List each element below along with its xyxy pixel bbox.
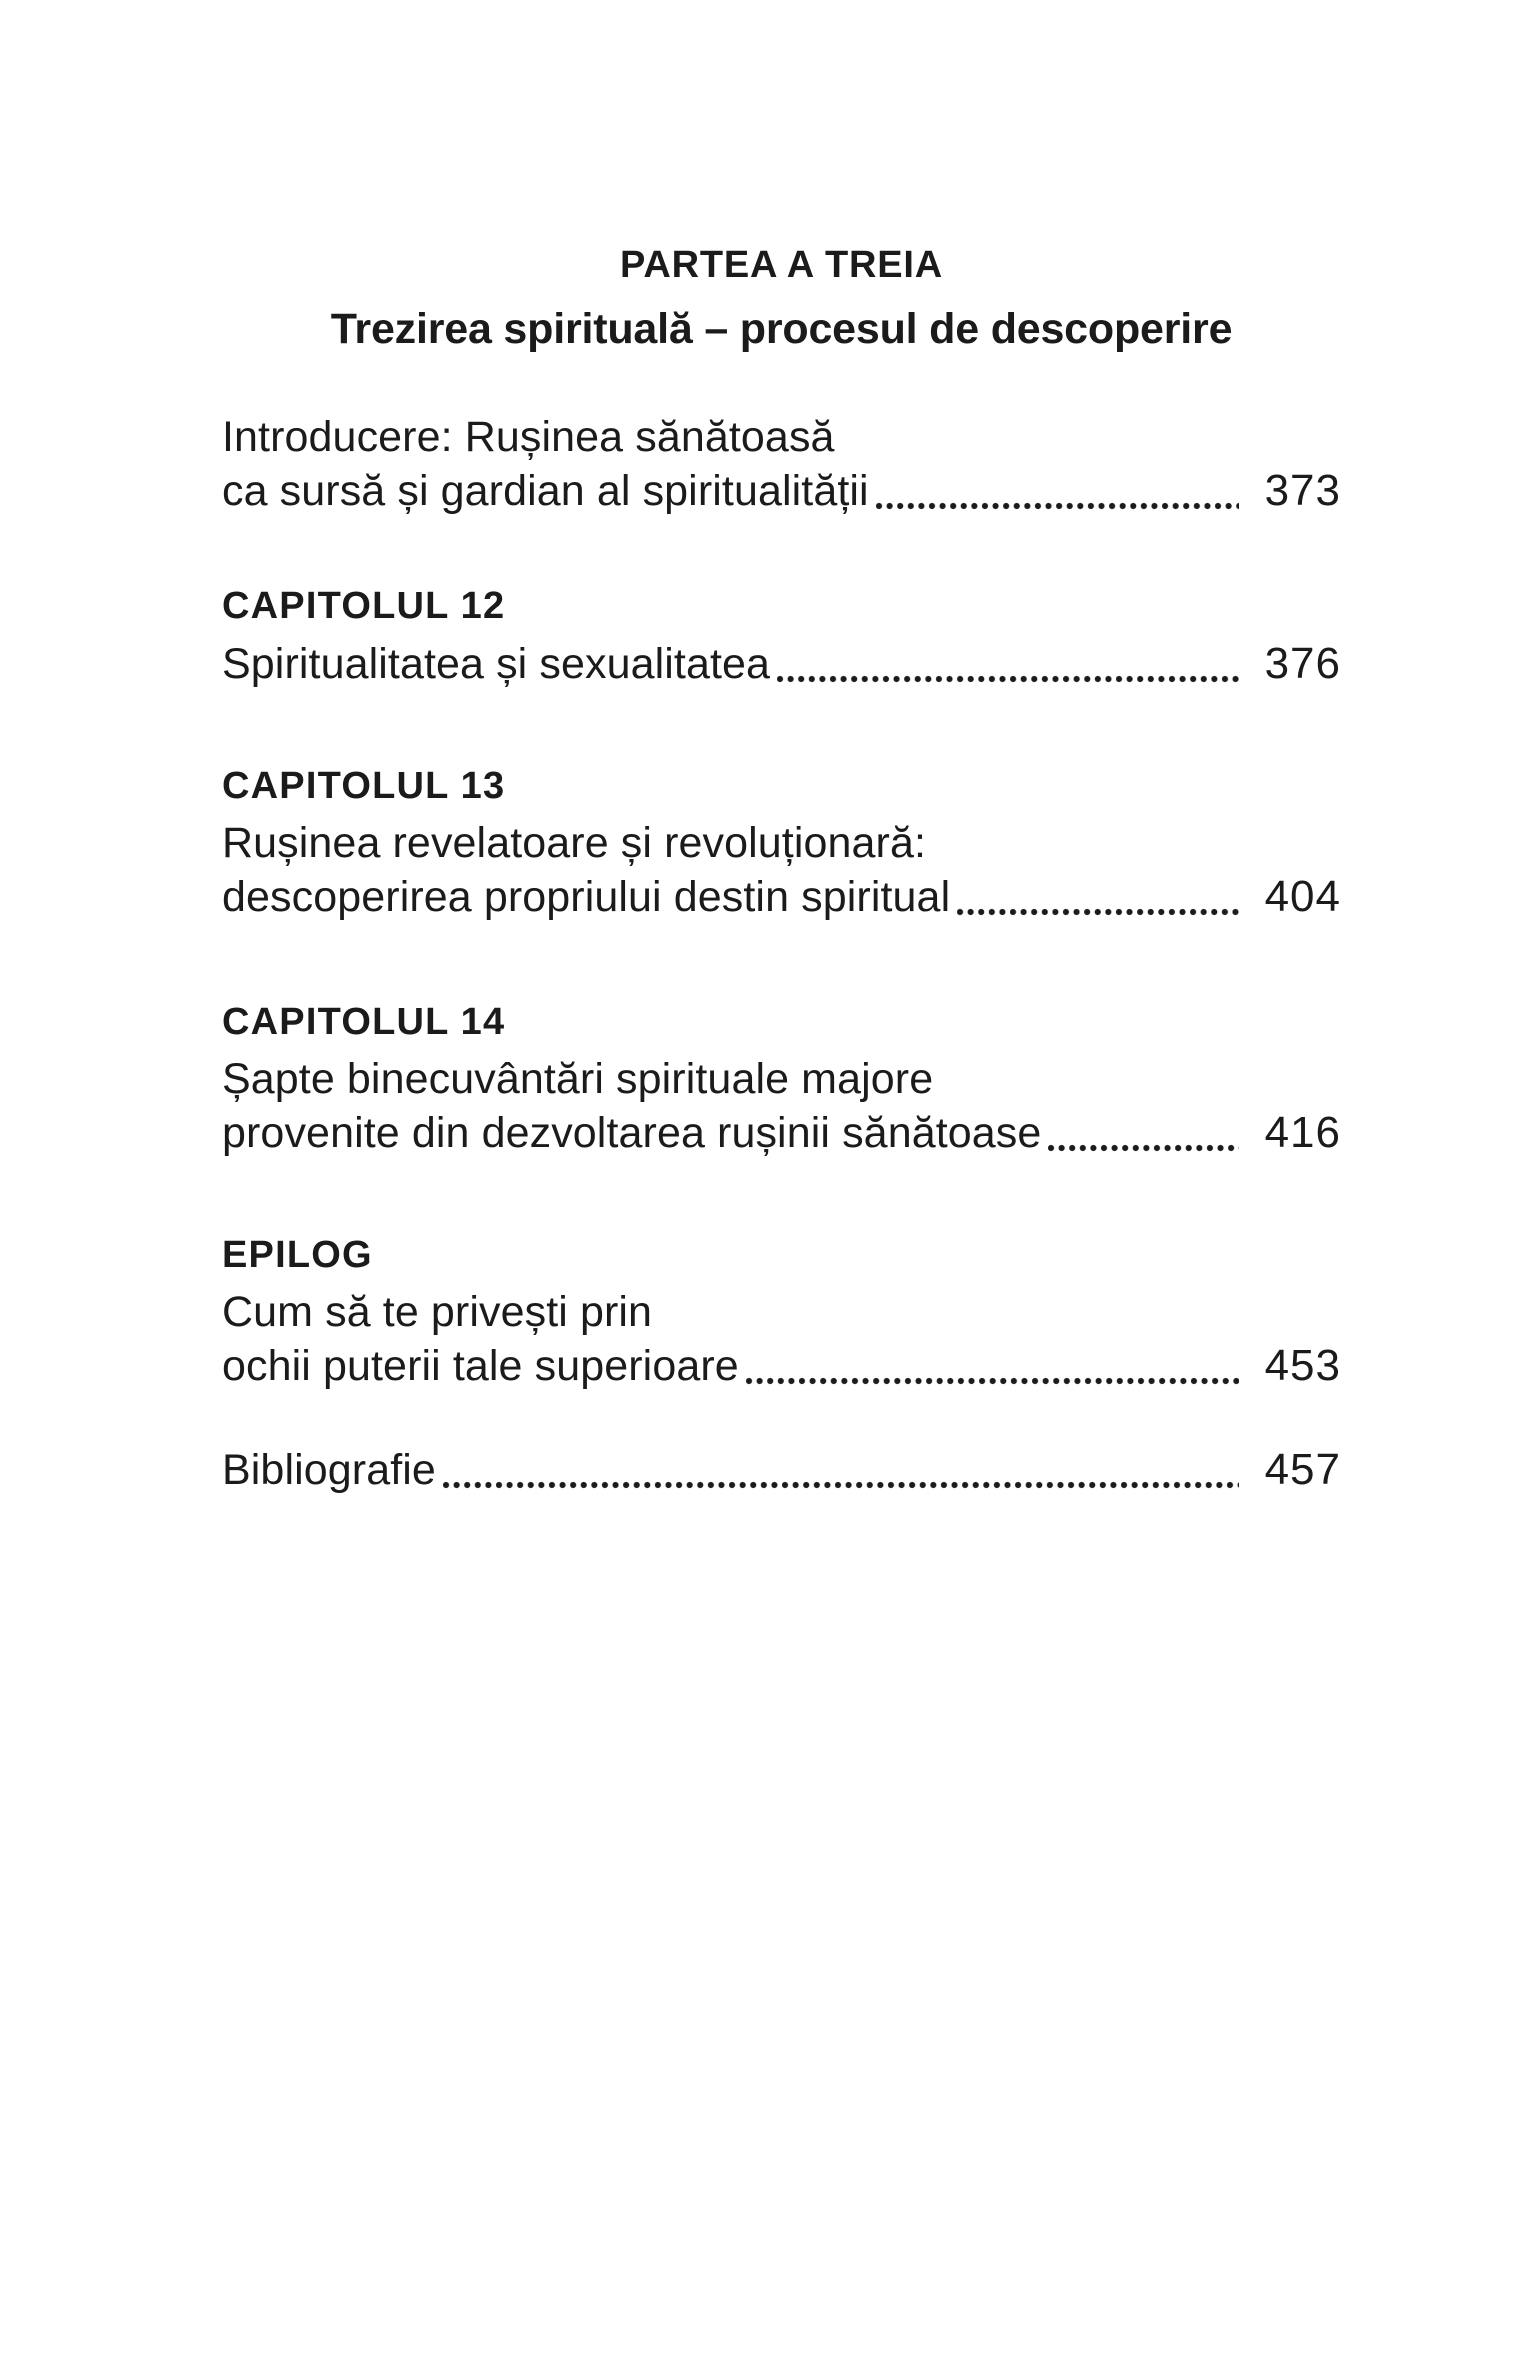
page-number: 404 [1264, 872, 1341, 921]
part-title: Trezirea spirituală – procesul de descoperire [330, 305, 1233, 353]
chapter-label: CAPITOLUL 13 [222, 765, 506, 807]
toc-entry-capitolul-14 [222, 1000, 1341, 1160]
toc-entry-text: Spiritualitatea și sexualitatea [222, 640, 771, 688]
part-label: PARTEA A TREIA [620, 244, 943, 286]
dot-leader [746, 1377, 1239, 1385]
toc-line [222, 1443, 1341, 1497]
toc-line [222, 464, 1341, 518]
toc-entry-text: provenite din dezvoltarea rușinii sănătoase [222, 1109, 1042, 1157]
chapter-label: CAPITOLUL 12 [222, 585, 506, 627]
toc-line [222, 637, 1341, 691]
toc-entry-text: Bibliografie [222, 1446, 436, 1494]
toc-line [222, 1286, 1341, 1339]
chapter-label: CAPITOLUL 14 [222, 1001, 506, 1043]
toc-entry-text: Introducere: Rușinea sănătoasă [222, 413, 835, 461]
toc-line [222, 411, 1341, 464]
toc-entry-text: Cum să te privești prin [222, 1288, 653, 1336]
toc-line [222, 1339, 1341, 1393]
dot-leader [957, 908, 1238, 916]
toc-entry-text: Șapte binecuvântări spirituale majore [222, 1055, 934, 1103]
dot-leader [876, 502, 1239, 510]
chapter-label: EPILOG [222, 1234, 373, 1276]
toc-entry-epilog [222, 1233, 1341, 1393]
toc-line [222, 817, 1341, 870]
page-number: 453 [1264, 1341, 1341, 1390]
page-number: 373 [1264, 466, 1341, 515]
toc-content-column [222, 0, 1341, 2362]
toc-entry-capitolul-13 [222, 764, 1341, 924]
toc-entry-text: ochii puterii tale superioare [222, 1342, 739, 1390]
toc-entry-capitolul-12 [222, 584, 1341, 691]
toc-line [222, 1053, 1341, 1106]
page-number: 457 [1264, 1445, 1341, 1494]
toc-line [222, 1106, 1341, 1160]
dot-leader [777, 675, 1239, 683]
toc-entry-text: Rușinea revelatoare și revoluționară: [222, 819, 927, 867]
page-number: 376 [1264, 639, 1341, 688]
toc-line [222, 870, 1341, 924]
page-number: 416 [1264, 1108, 1341, 1157]
toc-entry-introducere [222, 411, 1341, 518]
toc-entry-text: descoperirea propriului destin spiritual [222, 873, 951, 921]
toc-entry-text: ca sursă și gardian al spiritualității [222, 467, 869, 515]
dot-leader [1048, 1144, 1238, 1152]
toc-entry-bibliografie [222, 1443, 1341, 1497]
dot-leader [443, 1481, 1239, 1489]
